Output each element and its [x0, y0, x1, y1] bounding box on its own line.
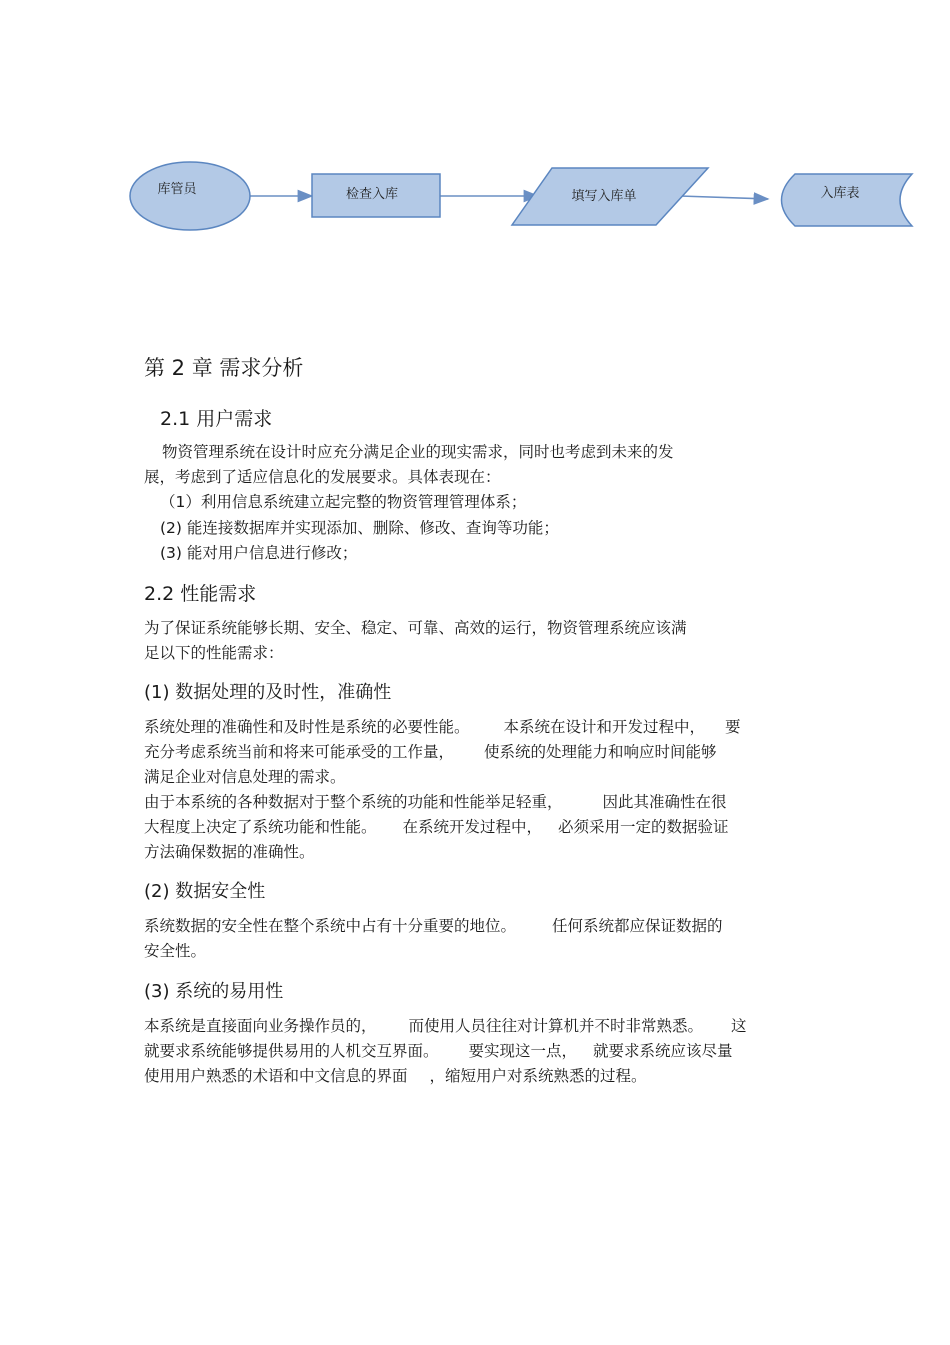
text-run: 大程度上决定了系统功能和性能。	[144, 818, 377, 836]
text-run: 系统数据的安全性在整个系统中占有十分重要的地位。	[144, 917, 517, 935]
section-2-1-line1: 物资管理系统在设计时应充分满足企业的现实需求，同时也考虑到未来的发	[162, 443, 674, 461]
subsection-2-heading: (2) 数据安全性	[144, 881, 266, 902]
subsection-2-line1	[144, 914, 723, 939]
text-run: 就要求系统应该尽量	[593, 1042, 733, 1060]
subsection-1-line2	[144, 740, 717, 765]
section-2-2-line1: 为了保证系统能够长期、安全、稳定、可靠、高效的运行，物资管理系统应该满	[144, 619, 687, 637]
text-run: 这	[731, 1017, 747, 1035]
subsection-2-line2: 安全性。	[144, 942, 207, 960]
section-2-1-item3: (3) 能对用户信息进行修改；	[160, 544, 358, 562]
flow-node-inbound-table	[782, 174, 913, 226]
flow-node-fill-inbound-form	[512, 168, 708, 225]
node-label: 入库表	[820, 186, 860, 201]
subsection-1-line4	[144, 790, 727, 815]
section-2-1-line2: 展，考虑到了适应信息化的发展要求。具体表现在：	[144, 468, 501, 486]
text-run: 在系统开发过程中，	[402, 818, 543, 836]
text-run: 本系统是直接面向业务操作员的，	[144, 1017, 377, 1035]
flow-node-check-inbound	[312, 174, 440, 217]
subsection-1-line5	[144, 815, 729, 840]
subsection-1-line1	[144, 715, 741, 740]
subsection-3-line1	[144, 1014, 747, 1039]
text-run: ，缩短用户对系统熟悉的过程。	[429, 1067, 647, 1085]
text-run: 要	[725, 718, 741, 736]
text-run: 本系统在设计和开发过程中，	[503, 718, 706, 736]
section-2-1-heading: 2.1 用户需求	[160, 408, 273, 430]
node-label: 填写入库单	[571, 189, 637, 204]
subsection-1-line3: 满足企业对信息处理的需求。	[144, 768, 346, 786]
text-run: 系统处理的准确性和及时性是系统的必要性能。	[144, 718, 470, 736]
text-run: 使系统的处理能力和响应时间能够	[484, 743, 717, 761]
subsection-1-line6: 方法确保数据的准确性。	[144, 843, 315, 861]
section-2-1-item2: (2) 能连接数据库并实现添加、删除、修改、查询等功能；	[160, 519, 559, 537]
subsection-3-heading: (3) 系统的易用性	[144, 981, 284, 1002]
text-run: 因此其准确性在很	[602, 793, 727, 811]
flow-node-storekeeper	[130, 162, 250, 230]
text-run: 必须采用一定的数据验证	[558, 818, 729, 836]
subsection-3-line2	[144, 1039, 733, 1064]
section-2-2-line2: 足以下的性能需求：	[144, 644, 284, 662]
text-run: 要实现这一点，	[468, 1042, 578, 1060]
flowchart-diagram	[0, 0, 950, 260]
edge-n3-n4	[680, 196, 768, 199]
section-2-2-heading: 2.2 性能需求	[144, 583, 257, 605]
text-run: 使用用户熟悉的术语和中文信息的界面	[144, 1067, 408, 1085]
text-run: 由于本系统的各种数据对于整个系统的功能和性能举足轻重，	[144, 793, 563, 811]
text-run: 而使用人员往往对计算机并不时非常熟悉。	[408, 1017, 704, 1035]
text-run: 就要求系统能够提供易用的人机交互界面。	[144, 1042, 439, 1060]
chapter-title: 第 2 章 需求分析	[144, 356, 304, 380]
text-run: 充分考虑系统当前和将来可能承受的工作量，	[144, 743, 455, 761]
subsection-1-heading: (1) 数据处理的及时性，准确性	[144, 682, 392, 703]
text-run: 任何系统都应保证数据的	[552, 917, 723, 935]
node-label: 库管员	[157, 182, 197, 197]
node-label: 检查入库	[345, 187, 399, 202]
section-2-1-item1: （1）利用信息系统建立起完整的物资管理管理体系；	[160, 493, 527, 511]
subsection-3-line3	[144, 1064, 647, 1089]
